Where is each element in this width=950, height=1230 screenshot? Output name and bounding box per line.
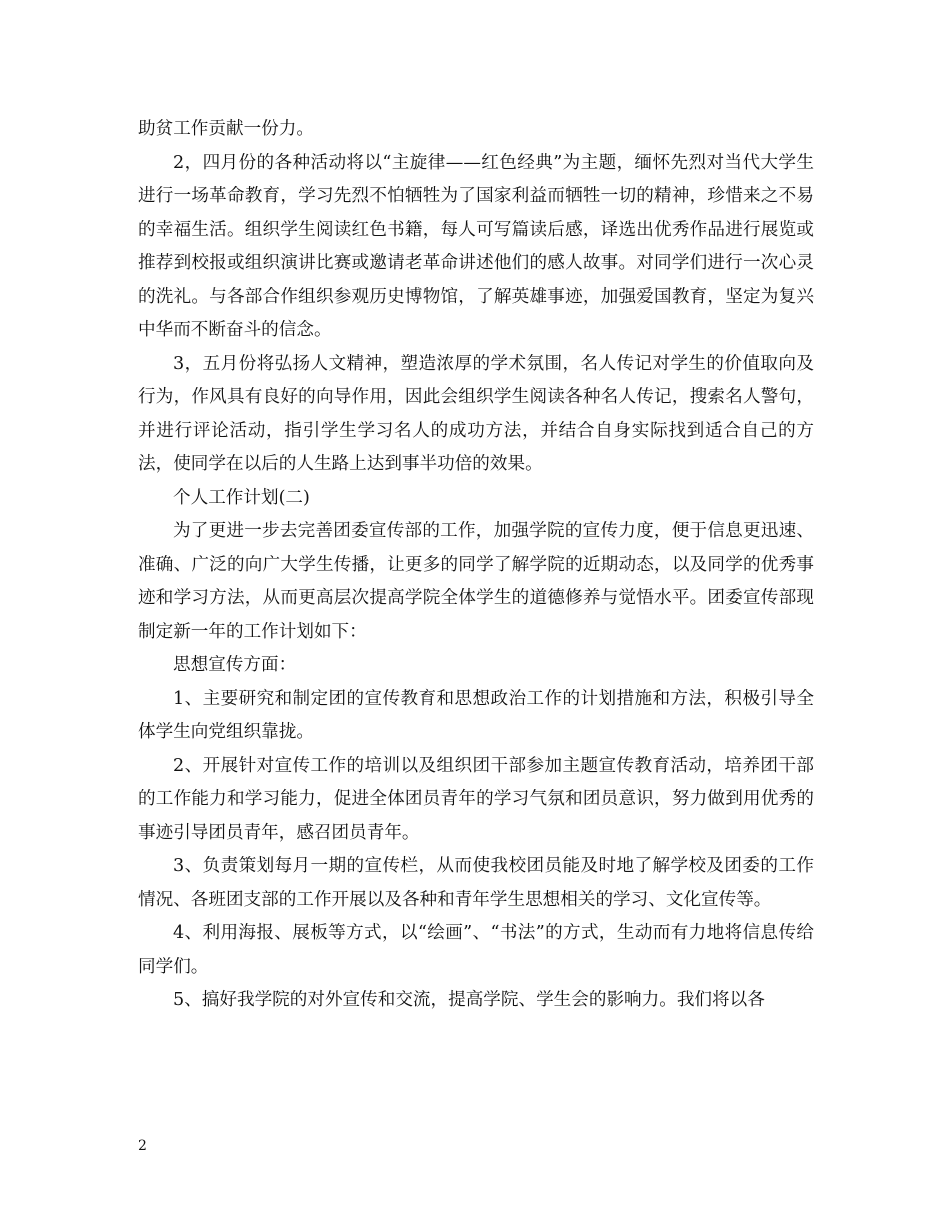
list-item-4: 4、利用海报、展板等方式，以“绘画”、“书法”的方式，生动而有力地将信息传给同学们。 xyxy=(138,923,814,977)
paragraph-intro: 为了更进一步去完善团委宣传部的工作，加强学院的宣传力度，便于信息更迅速、准确、广泛的向广大学生传播，让更多的同学了解学院的近期动态，以及同学的优秀事迹和学习方法，从而更高层次提高学院全体学生的道德修养与觉悟水平。团委宣传部现制定新一年的工作计划如下： xyxy=(138,521,814,642)
list-item-2: 2、开展针对宣传工作的培训以及组织团干部参加主题宣传教育活动，培养团干部的工作能力和学习能力，促进全体团员青年的学习气氛和团员意识，努力做到用优秀的事迹引导团员青年，感召团员青年。 xyxy=(138,755,814,843)
paragraph-continuation: 助贫工作贡献一份力。 xyxy=(138,119,314,139)
page-number: 2 xyxy=(138,1138,147,1154)
list-item-3: 3、负责策划每月一期的宣传栏，从而使我校团员能及时地了解学校及团委的工作情况、各班团支部的工作开展以及各种和青年学生思想相关的学习、文化宣传等。 xyxy=(138,856,814,910)
list-item-1: 1、主要研究和制定团的宣传教育和思想政治工作的计划措施和方法，积极引导全体学生向党组织靠拢。 xyxy=(138,688,814,742)
body-text xyxy=(138,113,814,1018)
section-heading-plan-two: 个人工作计划(二) xyxy=(173,487,310,508)
paragraph-may-activities: 3，五月份将弘扬人文精神，塑造浓厚的学术氛围，名人传记对学生的价值取向及行为，作风具有良好的向导作用，因此会组织学生阅读各种名人传记，搜索名人警句，并进行评论活动，指引学生学习名人的成功方法，并结合自身实际找到适合自己的方法，使同学在以后的人生路上达到事半功倍的效果。 xyxy=(138,353,814,474)
paragraph-april-activities: 2，四月份的各种活动将以“主旋律——红色经典”为主题，缅怀先烈对当代大学生进行一场革命教育，学习先烈不怕牺牲为了国家利益而牺牲一切的精神，珍惜来之不易的幸福生活。组织学生阅读红色书籍，每人可写篇读后感，译选出优秀作品进行展览或推荐到校报或组织演讲比赛或邀请老革命讲述他们的感人故事。对同学们进行一次心灵的洗礼。与各部合作组织参观历史博物馆，了解英雄事迹，加强爱国教育，坚定为复兴中华而不断奋斗的信念。 xyxy=(138,152,814,340)
subheading-ideology-publicity: 思想宣传方面： xyxy=(173,655,297,675)
list-item-5: 5、搞好我学院的对外宣传和交流，提高学院、学生会的影响力。我们将以各 xyxy=(173,990,765,1010)
